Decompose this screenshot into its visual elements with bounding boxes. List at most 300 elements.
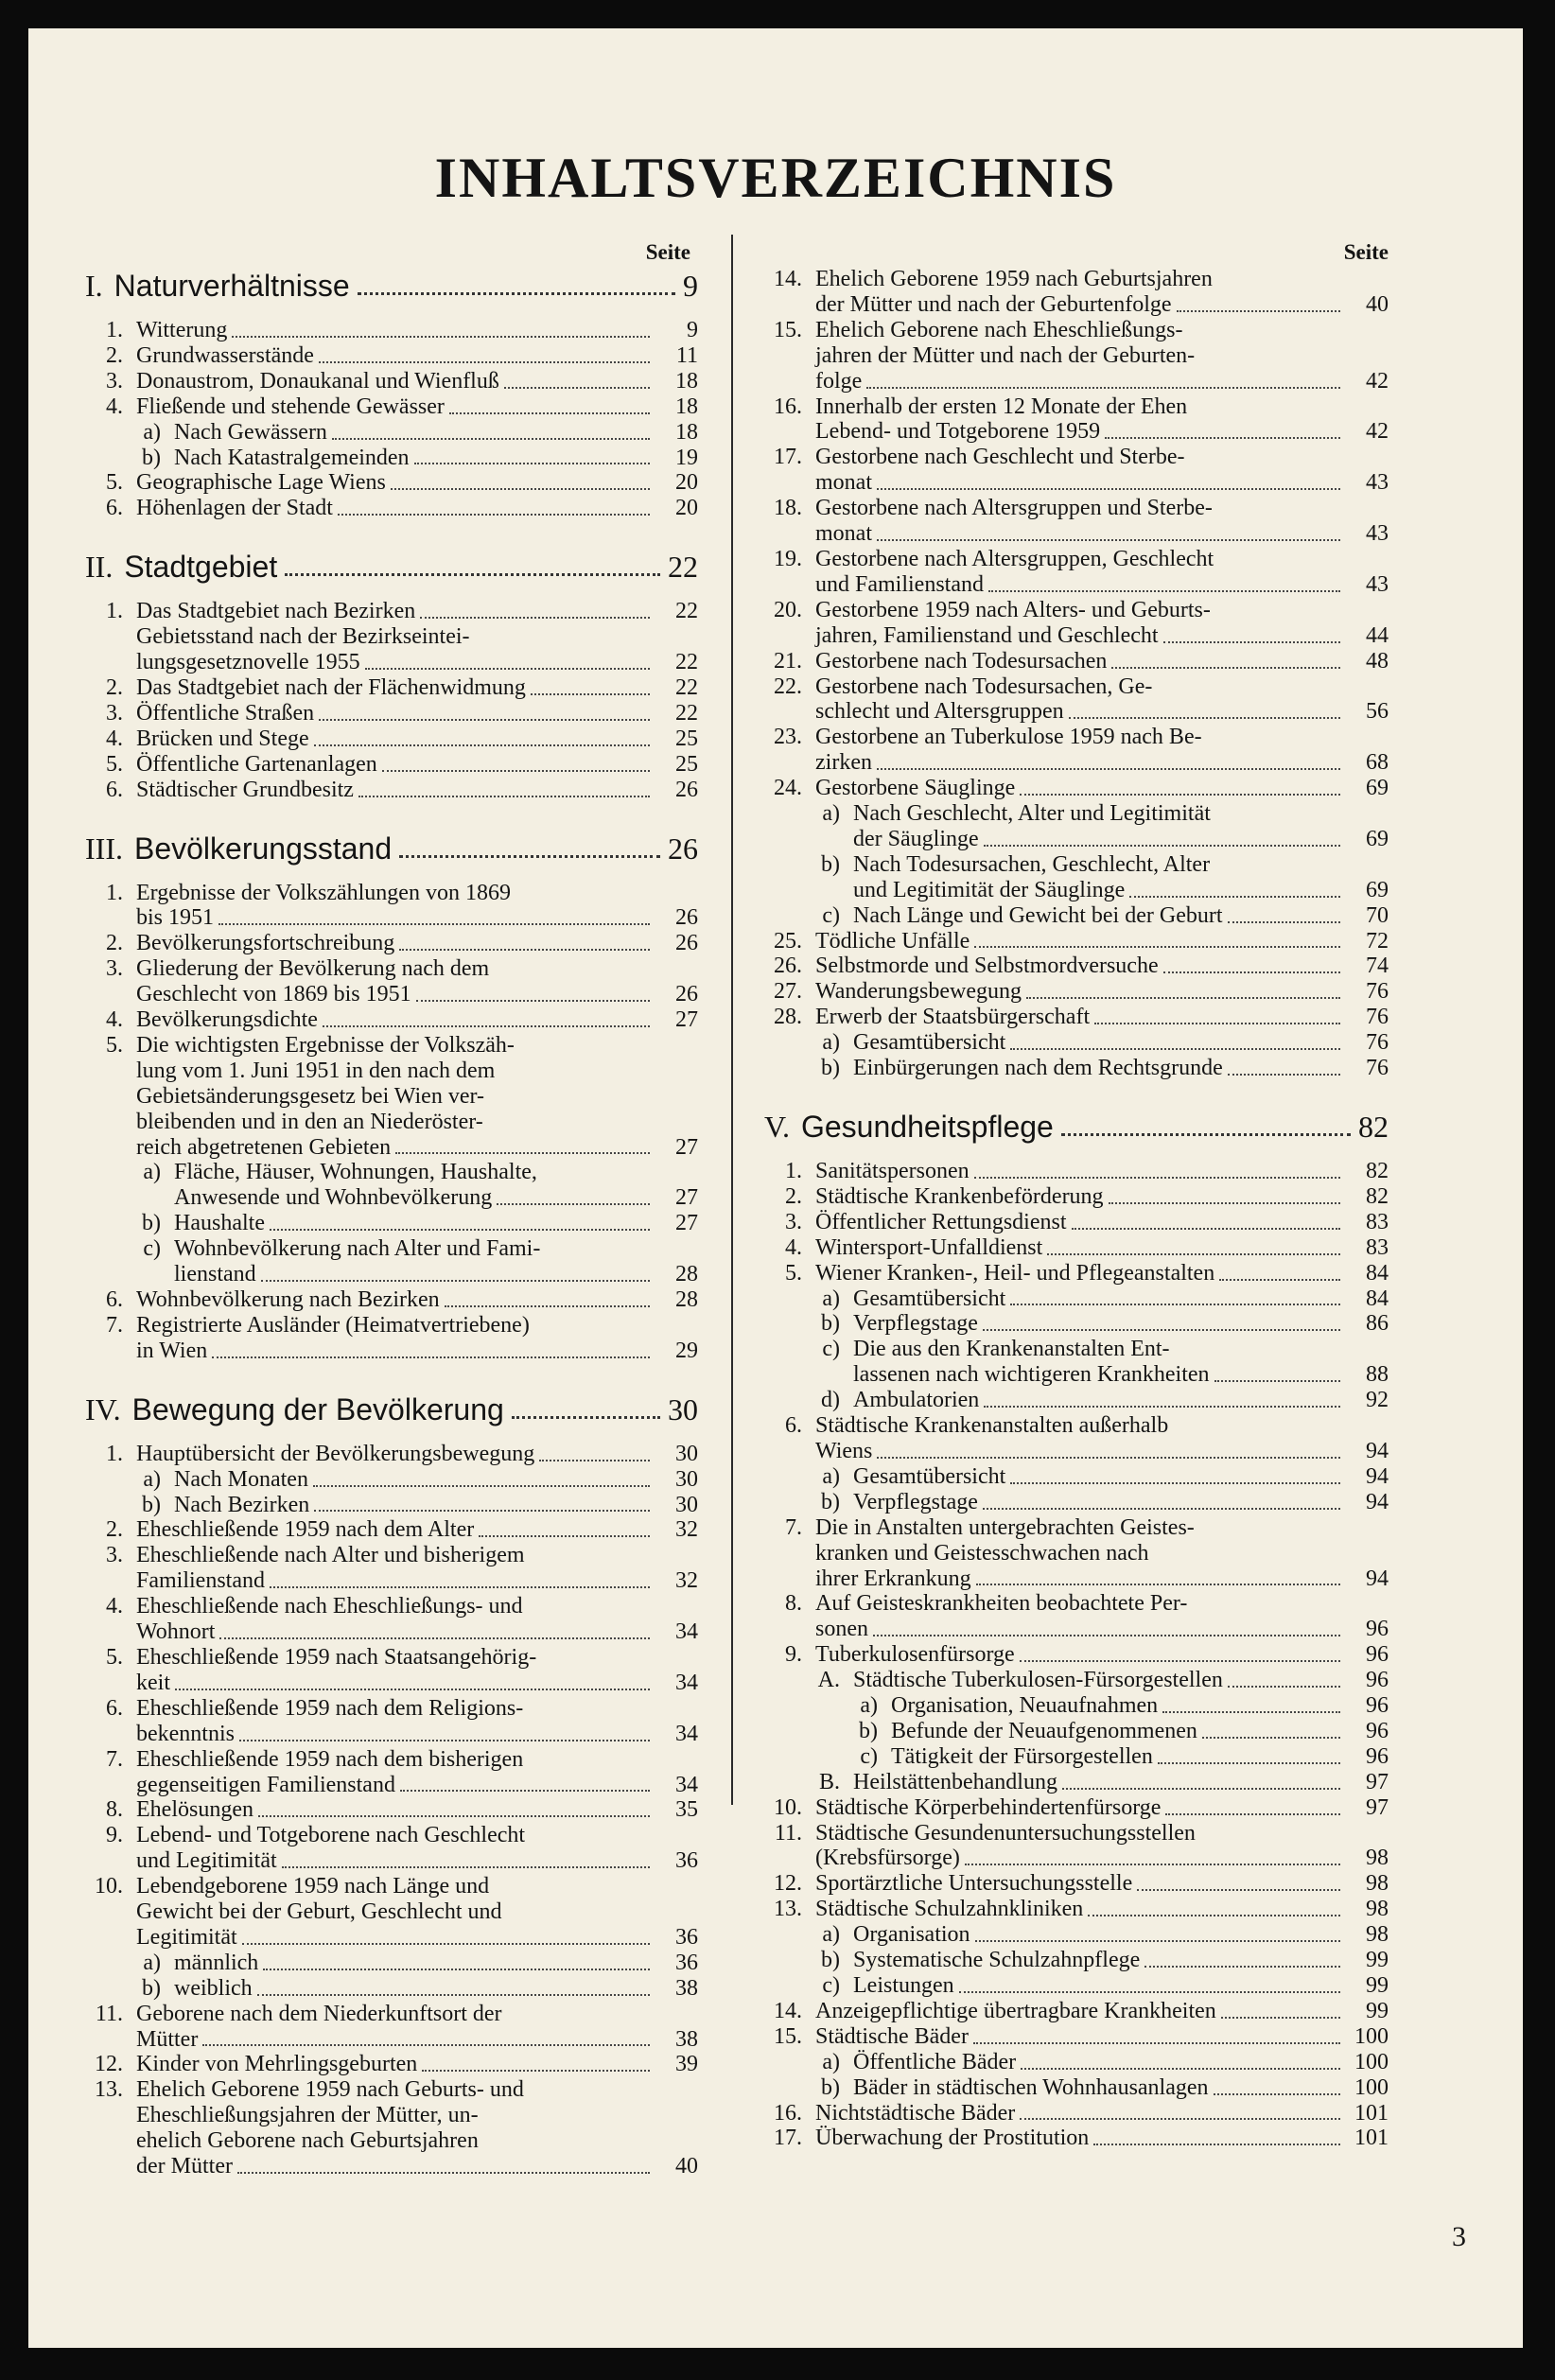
entry-number: c): [822, 1337, 840, 1362]
page-ref: 70: [1366, 902, 1389, 928]
dot-leader: [1144, 1966, 1340, 1968]
dot-leader: [983, 1329, 1340, 1331]
entry-line: [136, 1899, 655, 1925]
entry-text: [815, 929, 1345, 954]
dot-leader: [504, 387, 650, 389]
entry-line: [136, 752, 655, 778]
entry-number: b): [142, 1211, 161, 1236]
entry-line-text: Eheschließende nach Alter und bisherigem: [136, 1543, 525, 1568]
toc-entry: [764, 445, 1389, 496]
entry-line: [853, 1388, 1345, 1413]
entry-line: [174, 1160, 655, 1185]
toc-entry: [85, 470, 698, 496]
page-ref: 27: [675, 1185, 698, 1211]
entry-line: [136, 2154, 655, 2179]
entry-number: 27.: [774, 979, 802, 1005]
page-ref: 30: [675, 1492, 698, 1517]
page-ref: 43: [1366, 521, 1389, 547]
dot-leader: [974, 946, 1340, 948]
entry-text: [815, 445, 1345, 496]
toc-entry: [85, 881, 698, 932]
entry-text: [174, 1211, 655, 1236]
dot-leader: [983, 1508, 1340, 1510]
page-ref: 30: [668, 1391, 698, 1426]
entry-line-text: bleibenden und in den an Niederöster-: [136, 1109, 483, 1134]
entry-number: a): [822, 2049, 840, 2074]
entry-text: [853, 1464, 1345, 1490]
entry-number: 14.: [774, 1998, 802, 2023]
entry-text: [853, 903, 1345, 929]
dot-leader: [873, 1635, 1340, 1636]
entry-text: [815, 1184, 1345, 1210]
toc-entry: [764, 1821, 1389, 1872]
entry-line-text: Gesamtübersicht: [853, 1463, 1006, 1489]
page-ref: 22: [675, 674, 698, 700]
entry-text: [136, 1313, 655, 1364]
entry-line-text: Eheschließende 1959 nach dem Religions-: [136, 1695, 524, 1721]
page-ref: 82: [1358, 1110, 1389, 1144]
entry-line: [136, 1925, 655, 1951]
entry-text: [853, 1311, 1345, 1337]
dot-leader: [877, 1457, 1340, 1459]
dot-leader: [1165, 1813, 1340, 1815]
entry-text: [136, 2052, 655, 2077]
entry-line: [174, 1467, 655, 1493]
entry-line-text: reich abgetretenen Gebieten: [136, 1134, 392, 1160]
dot-leader: [1061, 1133, 1351, 1136]
entry-line: [815, 598, 1345, 623]
dot-leader: [1072, 1228, 1341, 1230]
toc-entry: [764, 2050, 1389, 2075]
page-ref: 32: [675, 1517, 698, 1543]
dot-leader: [959, 1991, 1340, 1993]
entry-number: a): [143, 1466, 161, 1492]
section-gap-small: [85, 1428, 698, 1442]
page-ref: 20: [675, 470, 698, 496]
entry-line-text: Auf Geisteskrankheiten beobachtete Per-: [815, 1591, 1188, 1617]
entry-line: [815, 343, 1345, 369]
entry-line-text: Gesamtübersicht: [853, 1030, 1006, 1056]
dot-leader: [1020, 794, 1340, 796]
entry-line-text: Ehelich Geborene 1959 nach Geburts- und: [136, 2077, 524, 2103]
dot-leader: [1177, 310, 1340, 312]
entry-text: [815, 1591, 1345, 1642]
toc-entry: [85, 1033, 698, 1161]
entry-number: 3.: [106, 368, 123, 394]
entry-line: [815, 470, 1345, 496]
toc-entry: [764, 979, 1389, 1005]
entry-line-text: bis 1951: [136, 905, 215, 931]
entry-number: 4.: [106, 1007, 123, 1033]
toc-entry: [764, 1948, 1389, 1973]
page-ref: 98: [1366, 1871, 1389, 1897]
dot-leader: [1109, 1202, 1340, 1204]
toc-entry: [764, 1719, 1389, 1744]
entry-line: [815, 419, 1345, 445]
toc-entry: [764, 1744, 1389, 1770]
right-column: [764, 238, 1389, 2151]
page-ref: 100: [1354, 2049, 1389, 2074]
entry-text: [815, 598, 1345, 649]
entry-line-text: Geschlecht von 1869 bis 1951: [136, 982, 411, 1007]
toc-entry: [764, 852, 1389, 903]
entry-line-text: Eheschließende 1959 nach Staatsangehörig-: [136, 1644, 537, 1670]
dot-leader: [512, 1416, 660, 1419]
entry-number: 15.: [774, 2023, 802, 2049]
dot-leader: [1093, 2144, 1340, 2145]
entry-number: 9.: [785, 1642, 802, 1668]
entry-number: b): [142, 1975, 161, 2001]
entry-line-text: Lebend- und Totgeborene 1959: [815, 419, 1101, 445]
dot-leader: [323, 1025, 650, 1027]
entry-text: [891, 1744, 1345, 1770]
entry-text: [815, 547, 1345, 598]
entry-line-text: Gestorbene nach Todesursachen: [815, 648, 1108, 674]
entry-line: [174, 420, 655, 446]
entry-line-text: Organisation: [853, 1922, 970, 1948]
entry-number: 7.: [785, 1514, 802, 1540]
dot-leader: [1228, 1686, 1340, 1688]
entry-text: [136, 1287, 655, 1313]
entry-line-text: Einbürgerungen nach dem Rechtsgrunde: [853, 1056, 1223, 1081]
entry-line-text: Nach Geschlecht, Alter und Legitimität: [853, 801, 1211, 827]
dot-leader: [445, 1305, 650, 1307]
page-ref: 29: [675, 1338, 698, 1363]
entry-number: 17.: [774, 445, 802, 470]
entry-line: [815, 1413, 1345, 1439]
entry-text: [815, 1515, 1345, 1592]
dot-leader: [1228, 1074, 1340, 1076]
page-ref: 82: [1366, 1183, 1389, 1209]
page-ref: 68: [1366, 750, 1389, 776]
dot-leader: [261, 1280, 650, 1282]
toc-entry: [85, 1160, 698, 1211]
page-ref: 98: [1366, 1846, 1389, 1871]
entry-line: [136, 1797, 655, 1823]
entry-text: [136, 496, 655, 521]
dot-leader: [1094, 1023, 1340, 1024]
entry-line: [136, 1313, 655, 1339]
dot-leader: [1219, 1279, 1340, 1281]
entry-text: [136, 1517, 655, 1543]
dot-leader: [965, 1864, 1340, 1865]
section-label: Gesundheitspflege: [800, 1110, 1054, 1144]
page-ref: 9: [683, 269, 698, 303]
entry-line: [136, 2027, 655, 2053]
toc-entry: [764, 547, 1389, 598]
dot-leader: [1111, 667, 1340, 669]
entry-line-text: gegenseitigen Familienstand: [136, 1772, 395, 1797]
dot-leader: [1214, 1380, 1340, 1382]
entry-line-text: ehelich Geborene nach Geburtsjahren: [136, 2128, 479, 2154]
entry-line-text: Das Stadtgebiet nach der Flächenwidmung: [136, 674, 526, 700]
entry-text: [815, 2024, 1345, 2050]
toc-entry: [764, 2075, 1389, 2101]
toc-entry: [764, 801, 1389, 852]
entry-line-text: Wintersport-Unfalldienst: [815, 1234, 1043, 1260]
page-ref: 44: [1366, 622, 1389, 648]
entry-number: c): [860, 1743, 878, 1769]
entry-text: [891, 1693, 1345, 1719]
entry-number: c): [143, 1236, 161, 1262]
section-number: IV.: [85, 1391, 121, 1426]
page-ref: 18: [675, 394, 698, 419]
entry-text: [853, 1770, 1345, 1795]
entry-number: b): [821, 1948, 840, 1973]
entry-line-text: Öffentliche Gartenanlagen: [136, 751, 377, 777]
entry-number: 26.: [774, 954, 802, 979]
entry-text: [136, 726, 655, 752]
entry-line: [174, 1493, 655, 1518]
page-ref: 88: [1366, 1362, 1389, 1388]
entry-line-text: Wohnbevölkerung nach Bezirken: [136, 1287, 440, 1312]
toc-entry: [85, 1287, 698, 1313]
entry-line: [815, 979, 1345, 1005]
toc-entry: [85, 1696, 698, 1747]
entry-line-text: in Wien: [136, 1338, 208, 1363]
section-heading: [85, 830, 698, 867]
page-ref: 25: [675, 751, 698, 777]
toc-entry: [764, 2101, 1389, 2126]
entry-text: [853, 2075, 1345, 2101]
dot-leader: [365, 668, 650, 670]
entry-number: 17.: [774, 2126, 802, 2151]
entry-line: [136, 1339, 655, 1364]
entry-number: 7.: [106, 1312, 123, 1338]
entry-line-text: und Legitimität der Säuglinge: [853, 877, 1126, 902]
toc-entry: [764, 1235, 1389, 1261]
page-ref: 43: [1366, 470, 1389, 496]
entry-line-text: Hauptübersicht der Bevölkerungsbewegung: [136, 1441, 535, 1466]
entry-line: [815, 954, 1345, 979]
page-ref: 28: [675, 1287, 698, 1312]
toc-entry: [85, 1007, 698, 1033]
entry-line-text: Nach Monaten: [174, 1466, 308, 1492]
entry-number: 4.: [785, 1234, 802, 1260]
toc-entry: [85, 1313, 698, 1364]
entry-line-text: Städtische Krankenanstalten außerhalb: [815, 1413, 1169, 1439]
entry-number: 22.: [774, 674, 802, 699]
page-ref: 34: [675, 1772, 698, 1797]
entry-line: [891, 1693, 1345, 1719]
entry-number: b): [821, 1056, 840, 1081]
entry-text: [136, 394, 655, 420]
dot-leader: [285, 573, 660, 576]
toc-entry: [764, 1337, 1389, 1388]
entry-line: [136, 1773, 655, 1798]
entry-line-text: Eheschließende 1959 nach dem Alter: [136, 1517, 475, 1543]
entry-number: 6.: [106, 777, 123, 802]
page-ref: 40: [675, 2154, 698, 2179]
entry-line-text: Städtischer Grundbesitz: [136, 777, 354, 802]
entry-text: [136, 701, 655, 726]
entry-text: [853, 801, 1345, 852]
entry-line-text: Brücken und Stege: [136, 726, 309, 751]
toc-entry: [764, 649, 1389, 674]
entry-line: [853, 1056, 1345, 1081]
toc-entry: [764, 318, 1389, 394]
entry-line: [136, 1059, 655, 1084]
entry-line: [815, 1821, 1345, 1846]
dot-leader: [1020, 1660, 1340, 1662]
toc-entry: [764, 394, 1389, 446]
entry-line-text: Donaustrom, Donaukanal und Wienfluß: [136, 368, 499, 394]
entry-line-text: Eheschließende nach Eheschließungs- und: [136, 1594, 523, 1619]
entry-line-text: Geborene nach dem Niederkunftsort der: [136, 2001, 502, 2026]
entry-line: [815, 725, 1345, 750]
entry-text: [815, 979, 1345, 1005]
entry-line-text: Geographische Lage Wiens: [136, 470, 386, 496]
entry-line-text: der Mütter: [136, 2154, 233, 2179]
section-gap-small: [764, 1146, 1389, 1159]
entry-line-text: kranken und Geistesschwachen nach: [815, 1540, 1149, 1566]
dot-leader: [257, 1994, 650, 1996]
dot-leader: [877, 488, 1340, 490]
entry-line: [815, 1999, 1345, 2024]
entry-line: [815, 1617, 1345, 1642]
entry-number: 6.: [785, 1413, 802, 1439]
entry-line-text: Mütter: [136, 2026, 199, 2052]
entry-line: [136, 1619, 655, 1645]
document-page: [28, 28, 1523, 2348]
entry-number: c): [822, 902, 840, 928]
entry-line-text: Anzeigepflichtige übertragbare Krankheiten: [815, 1998, 1216, 2023]
toc-entry: [764, 1642, 1389, 1668]
entry-line-text: Die aus den Krankenanstalten Ent-: [853, 1337, 1170, 1362]
page-ref: 94: [1366, 1489, 1389, 1514]
entry-line: [815, 547, 1345, 572]
entry-line-text: Gesamtübersicht: [853, 1286, 1006, 1311]
entry-number: 5.: [106, 751, 123, 777]
page-ref: 22: [675, 599, 698, 624]
entry-text: [815, 267, 1345, 318]
entry-line-text: Städtische Tuberkulosen-Fürsorgestellen: [853, 1668, 1223, 1693]
page-ref: 92: [1366, 1388, 1389, 1413]
toc-entry: [764, 1184, 1389, 1210]
entry-text: [815, 318, 1345, 394]
page-ref: 27: [675, 1211, 698, 1236]
page-ref: 38: [675, 1975, 698, 2001]
entry-number: b): [821, 2074, 840, 2100]
page-ref: 34: [675, 1619, 698, 1645]
entry-line-text: Tätigkeit der Fürsorgestellen: [891, 1743, 1153, 1769]
entry-line: [853, 1770, 1345, 1795]
entry-text: [853, 1030, 1345, 1056]
entry-line-text: Heilstättenbehandlung: [853, 1769, 1057, 1794]
entry-number: 5.: [106, 470, 123, 496]
page-ref: 42: [1366, 419, 1389, 445]
entry-line-text: Gestorbene nach Altersgruppen, Geschlecht: [815, 546, 1214, 571]
entry-text: [853, 2050, 1345, 2075]
entry-text: [815, 649, 1345, 674]
entry-line: [853, 852, 1345, 878]
entry-line-text: Fließende und stehende Gewässer: [136, 394, 445, 419]
entry-number: 6.: [106, 1287, 123, 1312]
toc-entry: [85, 1493, 698, 1518]
entry-line-text: lungsgesetznovelle 1955: [136, 650, 360, 675]
toc-entry: [764, 1515, 1389, 1592]
entry-line-text: Gestorbene nach Altersgruppen und Sterbe-: [815, 496, 1213, 521]
page-ref: 98: [1366, 1897, 1389, 1922]
entry-line: [891, 1744, 1345, 1770]
entry-text: [815, 1413, 1345, 1464]
entry-line: [815, 445, 1345, 470]
entry-line: [136, 1110, 655, 1135]
entry-line: [174, 1236, 655, 1262]
toc-entry: [85, 624, 698, 675]
dot-leader: [1162, 1711, 1340, 1713]
section-gap-small: [85, 305, 698, 318]
entry-number: 5.: [106, 1032, 123, 1058]
toc-entry: [85, 599, 698, 624]
entry-line-text: und Familienstand: [815, 571, 984, 597]
entry-text: [853, 1490, 1345, 1515]
entry-number: 12.: [774, 1871, 802, 1897]
entry-line-text: Verpflegstage: [853, 1311, 978, 1337]
entry-text: [815, 776, 1345, 801]
entry-number: a): [822, 1030, 840, 1056]
dot-leader: [1129, 896, 1340, 898]
section-number: V.: [764, 1110, 790, 1144]
entry-text: [136, 752, 655, 778]
entry-number: 6.: [106, 496, 123, 521]
entry-number: 15.: [774, 317, 802, 342]
toc-entry: [85, 1747, 698, 1798]
entry-line-text: Nach Länge und Gewicht bei der Geburt: [853, 902, 1223, 928]
entry-text: [853, 852, 1345, 903]
entry-line-text: jahren der Mütter und nach der Geburten-: [815, 342, 1196, 368]
page-ref: 18: [675, 368, 698, 394]
page-ref: 28: [675, 1262, 698, 1287]
entry-line: [136, 1084, 655, 1110]
entry-line-text: Grundwasserstände: [136, 342, 314, 368]
entry-line: [853, 1030, 1345, 1056]
entry-line: [815, 267, 1345, 292]
dot-leader: [399, 855, 660, 858]
entry-line-text: Nach Katastralgemeinden: [174, 445, 410, 470]
toc-entry: [764, 1490, 1389, 1515]
entry-line: [136, 343, 655, 369]
entry-line: [815, 750, 1345, 776]
page-ref: 27: [675, 1134, 698, 1160]
toc-entry: [764, 1871, 1389, 1897]
page-ref: 84: [1366, 1260, 1389, 1286]
entry-text: [174, 1493, 655, 1518]
entry-line-text: monat: [815, 470, 872, 496]
entry-number: 28.: [774, 1005, 802, 1030]
dot-leader: [1010, 1304, 1340, 1305]
entry-number: c): [822, 1973, 840, 1998]
entry-text: [136, 1033, 655, 1161]
entry-number: a): [143, 1950, 161, 1975]
page-ref: 27: [675, 1007, 698, 1033]
dot-leader: [974, 1177, 1340, 1179]
entry-line: [815, 1566, 1345, 1592]
entry-number: a): [822, 1463, 840, 1489]
page-ref: 69: [1366, 776, 1389, 801]
dot-leader: [988, 590, 1340, 592]
entry-number: d): [821, 1388, 840, 1413]
toc-entry: [85, 1236, 698, 1287]
dot-leader: [1137, 1889, 1340, 1891]
toc-entry: [85, 1517, 698, 1543]
page-ref: 69: [1366, 877, 1389, 902]
toc-entry: [764, 1973, 1389, 1999]
section-number: III.: [85, 831, 123, 866]
entry-number: 3.: [106, 700, 123, 726]
toc-entry: [764, 1261, 1389, 1286]
dot-leader: [175, 1689, 650, 1690]
